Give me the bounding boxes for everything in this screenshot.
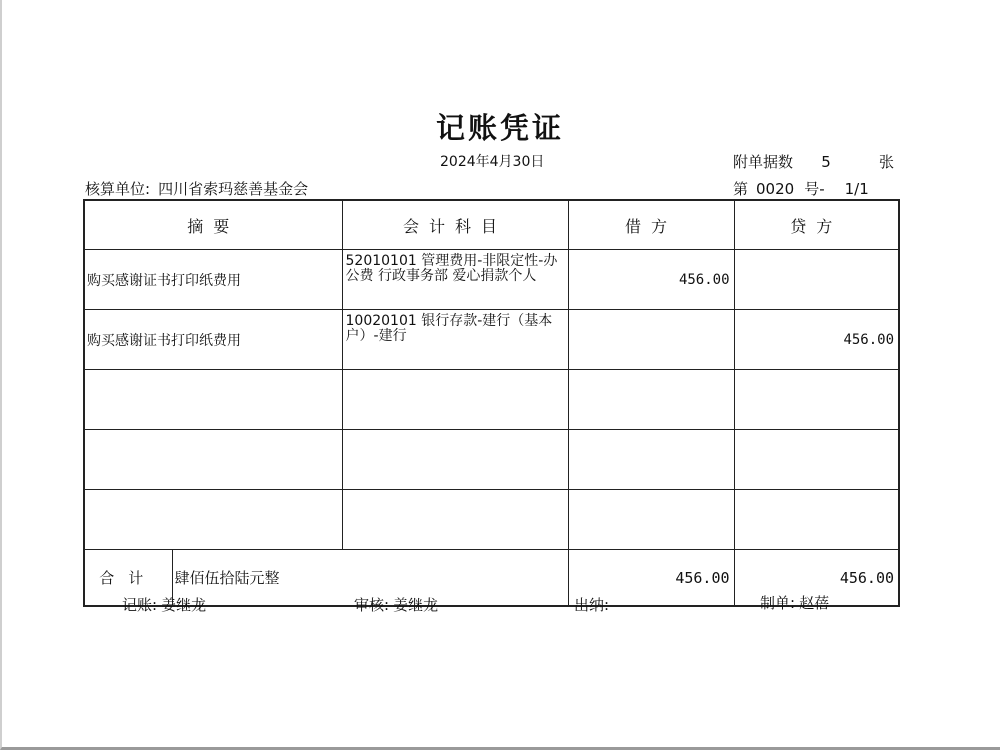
total-amount-words: 肆佰伍拾陆元整 bbox=[172, 550, 568, 607]
row-credit bbox=[734, 490, 899, 550]
voucher-no-suffix: 号- bbox=[804, 180, 825, 198]
total-debit: 456.00 bbox=[568, 550, 734, 607]
reviewer-label: 审核: bbox=[354, 596, 390, 614]
header-summary: 摘要 bbox=[84, 200, 342, 250]
row-summary: 购买感谢证书打印纸费用 bbox=[84, 250, 342, 310]
row-debit bbox=[568, 430, 734, 490]
cashier-label: 出纳: bbox=[574, 596, 610, 614]
row-credit bbox=[734, 370, 899, 430]
row-account: 52010101 管理费用-非限定性-办公费 行政事务部 爱心捐款个人 bbox=[342, 250, 568, 310]
voucher-title: 记账凭证 bbox=[435, 111, 564, 145]
header-credit: 贷方 bbox=[734, 200, 899, 250]
row-account bbox=[342, 490, 568, 550]
reviewer-signature bbox=[354, 594, 438, 615]
table-row bbox=[84, 370, 899, 430]
unit-name: 四川省索玛慈善基金会 bbox=[158, 180, 309, 198]
reviewer-name: 姜继龙 bbox=[393, 596, 439, 614]
header-account: 会计科目 bbox=[342, 200, 568, 250]
attachments-info bbox=[733, 151, 894, 172]
voucher-no-prefix: 第 bbox=[733, 180, 749, 198]
table-row bbox=[84, 250, 899, 310]
row-debit: 456.00 bbox=[568, 250, 734, 310]
total-credit: 456.00 bbox=[734, 550, 899, 607]
bookkeeper-name: 姜继龙 bbox=[161, 596, 207, 614]
attachments-label: 附单据数 bbox=[733, 153, 794, 171]
row-debit bbox=[568, 370, 734, 430]
row-debit bbox=[568, 490, 734, 550]
row-credit: 456.00 bbox=[734, 310, 899, 370]
table-row bbox=[84, 490, 899, 550]
row-summary: 购买感谢证书打印纸费用 bbox=[84, 310, 342, 370]
row-credit bbox=[734, 430, 899, 490]
row-credit bbox=[734, 250, 899, 310]
accounting-unit bbox=[85, 178, 308, 199]
row-summary bbox=[84, 490, 342, 550]
attachments-unit: 张 bbox=[879, 153, 895, 171]
attachments-count: 5 bbox=[821, 153, 831, 171]
preparer-name: 赵蓓 bbox=[799, 594, 830, 612]
row-account: 10020101 银行存款-建行（基本户）-建行 bbox=[342, 310, 568, 370]
table-header-row bbox=[84, 200, 899, 250]
header-debit: 借方 bbox=[568, 200, 734, 250]
preparer-label: 制单: bbox=[760, 594, 796, 612]
voucher-no-value: 0020 bbox=[756, 180, 795, 198]
preparer-signature bbox=[760, 592, 829, 613]
row-account bbox=[342, 430, 568, 490]
total-label: 合计 bbox=[84, 550, 172, 607]
row-summary bbox=[84, 430, 342, 490]
voucher-table bbox=[83, 199, 900, 607]
voucher-number bbox=[733, 178, 869, 199]
cashier-signature bbox=[574, 594, 613, 615]
bookkeeper-signature bbox=[122, 594, 206, 615]
bookkeeper-label: 记账: bbox=[122, 596, 158, 614]
row-debit bbox=[568, 310, 734, 370]
voucher-date: 2024年4月30日 bbox=[440, 154, 545, 170]
row-account bbox=[342, 370, 568, 430]
voucher-page: 1/1 bbox=[844, 180, 869, 198]
unit-label: 核算单位: bbox=[85, 180, 151, 198]
row-summary bbox=[84, 370, 342, 430]
table-row bbox=[84, 310, 899, 370]
table-row bbox=[84, 430, 899, 490]
